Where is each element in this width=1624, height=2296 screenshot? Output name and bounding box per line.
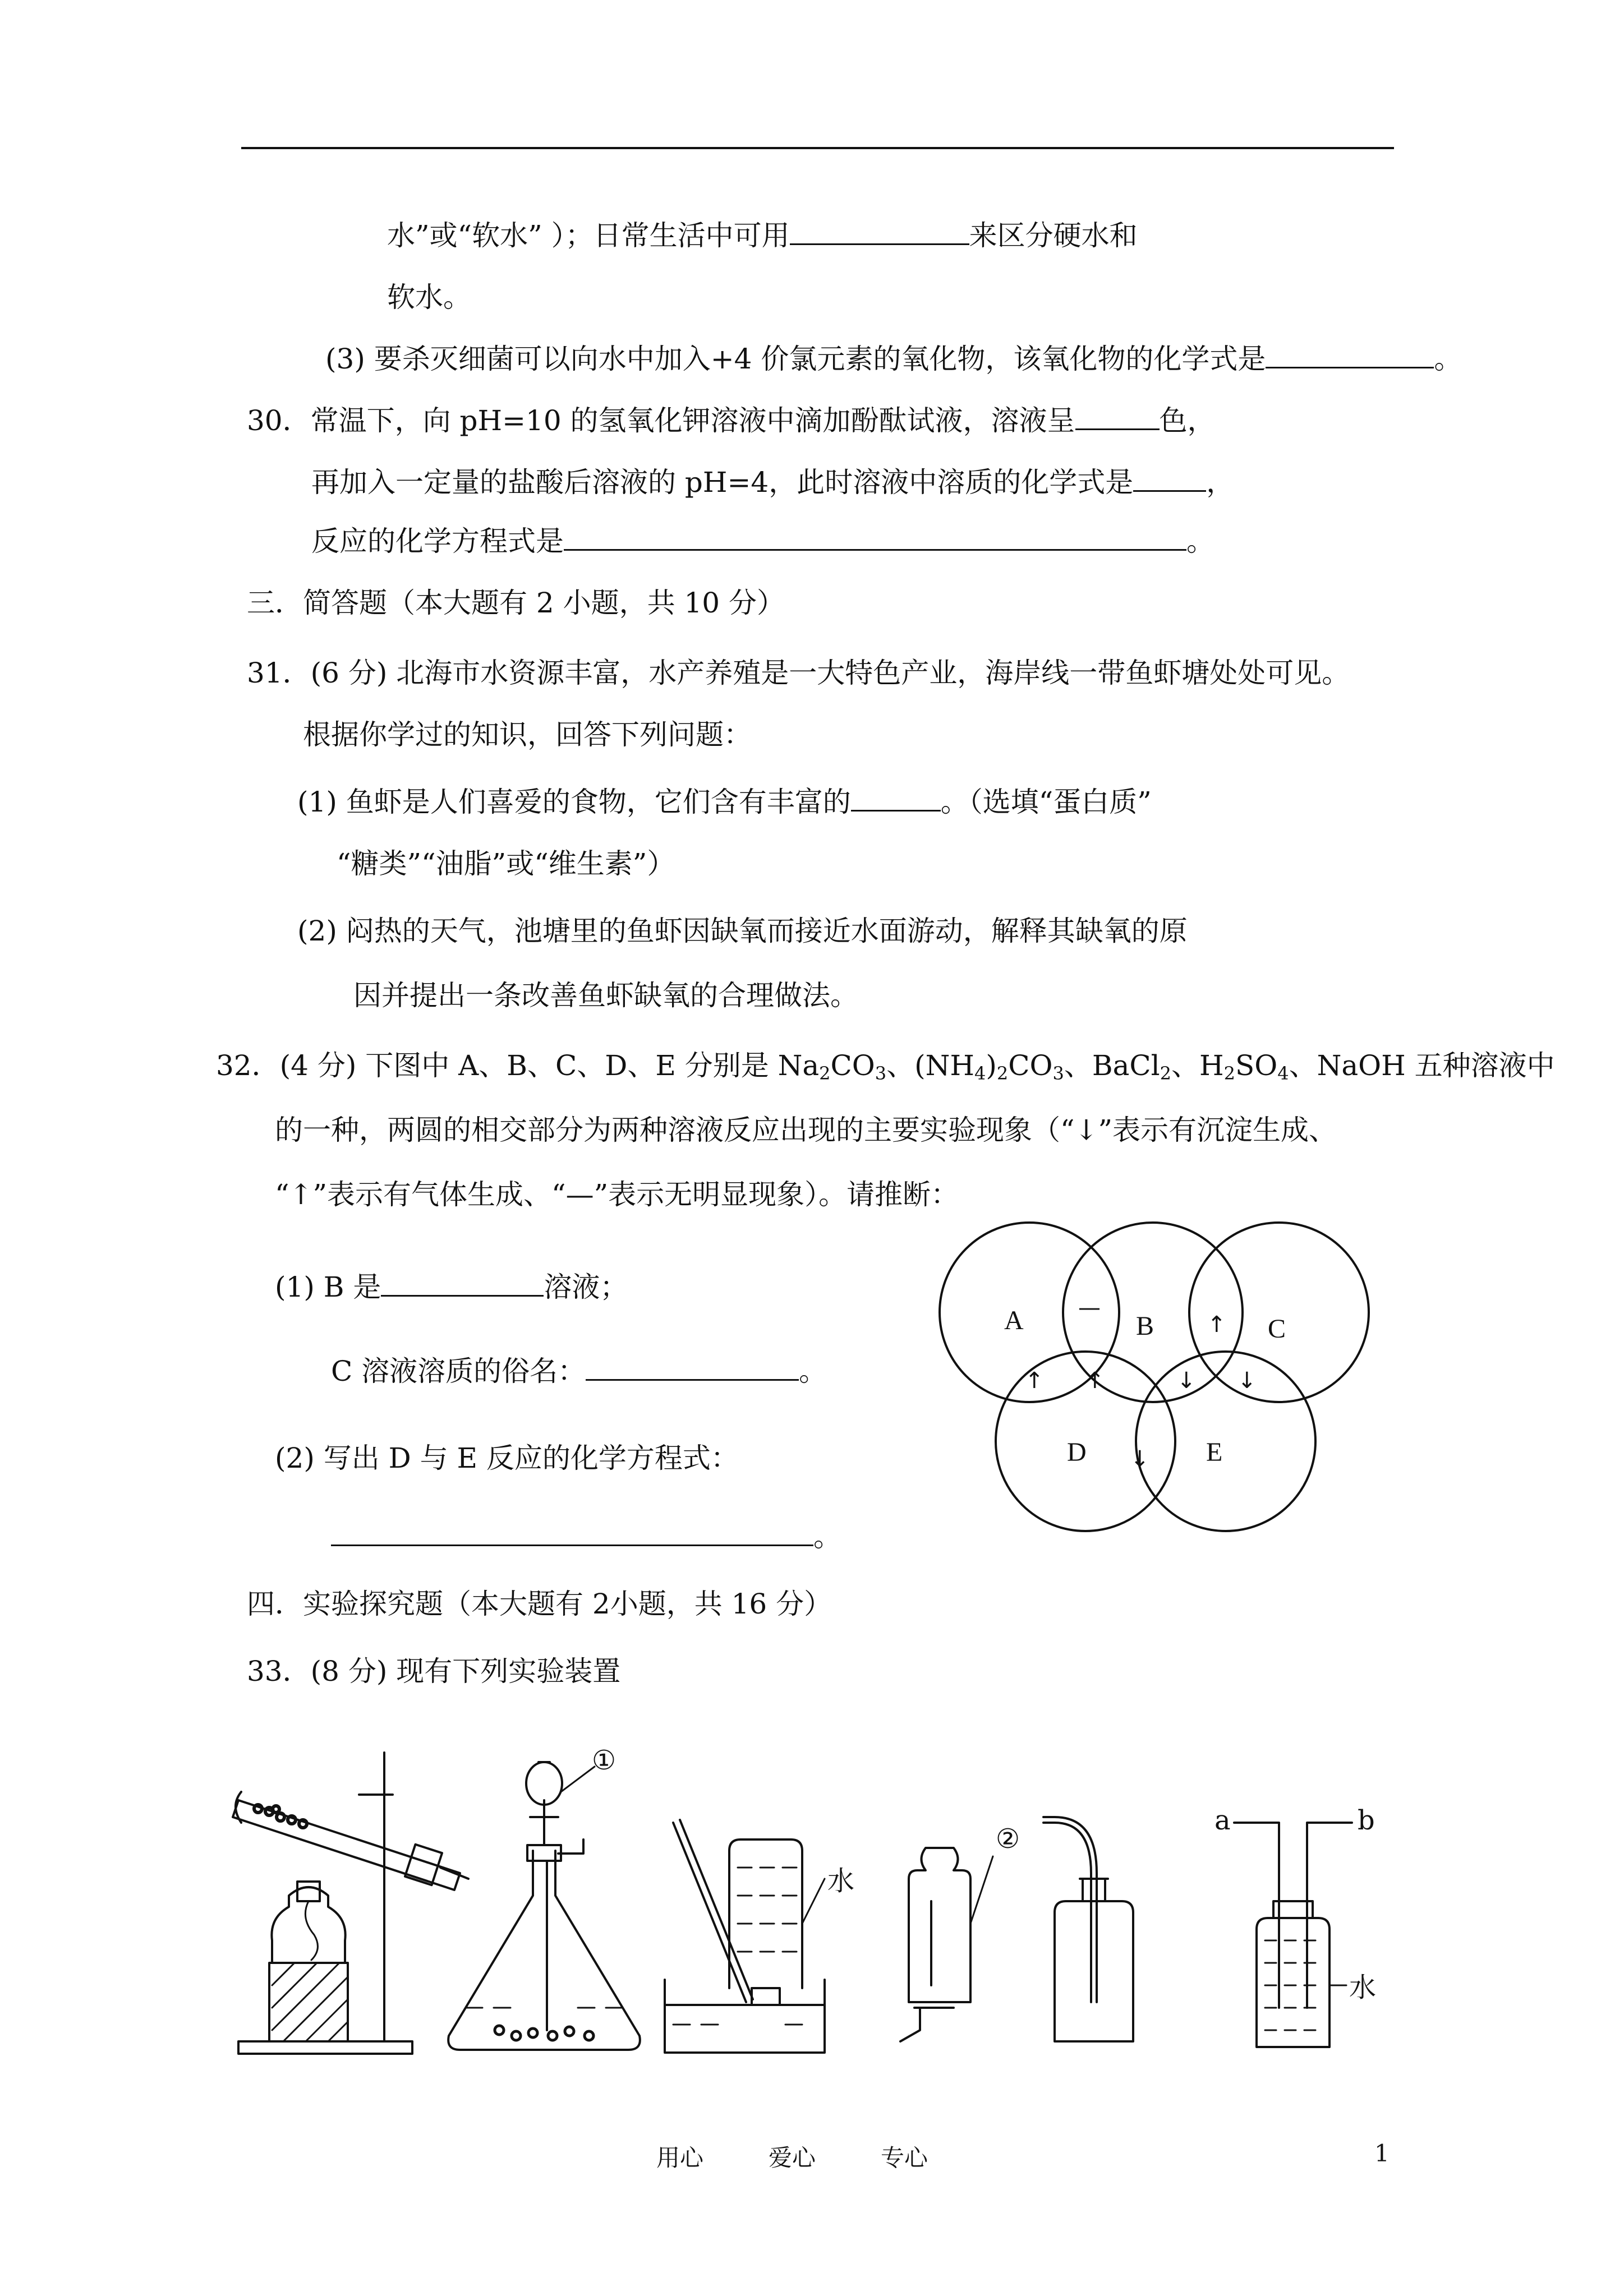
- header-rule: [241, 147, 1394, 149]
- question-30-line-1: [247, 404, 1216, 437]
- symbol-ce: ↓: [1237, 1368, 1257, 1394]
- answer-blank[interactable]: [564, 524, 1186, 551]
- question-31-part-1: [297, 785, 1152, 819]
- label-water-1: 水: [827, 1865, 855, 1897]
- text: 反应的化学方程式是: [311, 525, 564, 557]
- answer-blank[interactable]: [1075, 404, 1160, 430]
- text: 、H: [1171, 1049, 1224, 1082]
- answer-blank[interactable]: [381, 1270, 544, 1297]
- label-e: E: [1206, 1437, 1223, 1467]
- text: 、BaCl: [1064, 1049, 1160, 1082]
- question-31-line-1: [247, 656, 1350, 690]
- answer-blank[interactable]: [1133, 465, 1206, 492]
- text: 来区分硬水和: [969, 219, 1138, 252]
- question-32-part-1: [275, 1270, 628, 1304]
- subscript: 2: [996, 1063, 1009, 1084]
- text: (1) B 是: [275, 1271, 381, 1303]
- text: 、(NH: [886, 1049, 975, 1082]
- answer-blank[interactable]: [331, 1520, 813, 1546]
- circle-e: [1136, 1352, 1315, 1531]
- text: 31．(6 分) 北海市水资源丰富，水产养殖是一大特色产业，海岸线一带鱼虾塘处处可见。: [247, 657, 1350, 689]
- subscript: 4: [1277, 1063, 1289, 1084]
- symbol-ad: ↑: [1025, 1368, 1044, 1394]
- text: 。: [1186, 525, 1214, 557]
- question-29-line-2: [387, 280, 471, 314]
- subscript: 2: [1160, 1063, 1172, 1084]
- label-mark-1: ①: [592, 1745, 617, 1776]
- subscript: 4: [974, 1063, 986, 1084]
- page-number: 1: [1374, 2140, 1390, 2167]
- subscript: 2: [1223, 1063, 1235, 1084]
- label-b-port: b: [1358, 1805, 1375, 1836]
- text: 三．简答题（本大题有 2 小题，共 10 分）: [247, 587, 785, 619]
- text: 溶液；: [544, 1271, 628, 1303]
- answer-blank[interactable]: [586, 1354, 799, 1381]
- question-31-part-1-options: [337, 847, 675, 880]
- text: SO: [1235, 1049, 1278, 1082]
- text: C 溶液溶质的俗名：: [331, 1355, 586, 1387]
- text: 。: [813, 1520, 841, 1553]
- section-3-heading: [247, 586, 785, 620]
- label-a-port: a: [1214, 1805, 1231, 1836]
- question-31-line-2: [303, 718, 752, 751]
- label-c: C: [1268, 1314, 1286, 1344]
- text: 。: [799, 1355, 827, 1387]
- text: 的一种，两圆的相交部分为两种溶液反应出现的主要实验现象（“↓”表示有沉淀生成、: [275, 1114, 1337, 1146]
- question-32-line-3: [275, 1178, 959, 1211]
- answer-blank[interactable]: [1266, 342, 1434, 368]
- label-d: D: [1067, 1437, 1087, 1467]
- text: 。（选填“蛋白质”: [940, 786, 1152, 818]
- question-32-part-1b: [331, 1354, 827, 1388]
- symbol-de: ↓: [1130, 1446, 1149, 1472]
- question-30-line-2: [311, 465, 1234, 499]
- apparatus-figure: [224, 1739, 1402, 2064]
- symbol-be: ↓: [1177, 1368, 1196, 1394]
- question-29-line-1: [387, 219, 1138, 252]
- question-32-part-2-answer: [331, 1520, 841, 1553]
- text: 再加入一定量的盐酸后溶液的 pH=4，此时溶液中溶质的化学式是: [311, 466, 1134, 499]
- subscript: 3: [875, 1063, 887, 1084]
- question-33-line-1: [247, 1654, 620, 1688]
- text: (2) 写出 D 与 E 反应的化学方程式：: [275, 1442, 739, 1474]
- symbol-ab: —: [1078, 1295, 1101, 1321]
- text: 色，: [1159, 404, 1216, 437]
- text: (1) 鱼虾是人们喜爱的食物，它们含有丰富的: [297, 786, 851, 818]
- symbol-bc: ↑: [1207, 1312, 1226, 1338]
- text: 。: [1434, 343, 1462, 375]
- apparatus-wash-bottle: [1234, 1823, 1352, 2047]
- text: 水”或“软水” ）；日常生活中可用: [387, 219, 790, 252]
- venn-diagram: [920, 1217, 1380, 1553]
- answer-blank[interactable]: [851, 785, 941, 812]
- label-water-2: 水: [1349, 1972, 1377, 2003]
- text: (2) 闷热的天气，池塘里的鱼虾因缺氧而接近水面游动，解释其缺氧的原: [297, 915, 1188, 947]
- question-29-part-3: [325, 342, 1462, 376]
- apparatus-heating-setup: [233, 1753, 468, 2054]
- text: ，: [1206, 466, 1235, 499]
- footer-right: 专心: [881, 2144, 928, 2171]
- text: 四．实验探究题（本大题有 2小题，共 16 分）: [247, 1588, 832, 1620]
- text: ): [986, 1049, 997, 1082]
- apparatus-bent-tube-bottle: [1043, 1817, 1133, 2041]
- text: 根据你学过的知识，回答下列问题：: [303, 718, 752, 751]
- symbol-bd: ↑: [1085, 1368, 1105, 1394]
- subscript: 2: [819, 1063, 831, 1084]
- text: 因并提出一条改善鱼虾缺氧的合理做法。: [353, 979, 858, 1012]
- question-31-part-2: [297, 914, 1188, 948]
- label-mark-2: ②: [996, 1823, 1020, 1855]
- text: 、NaOH 五种溶液中: [1289, 1049, 1555, 1082]
- text: “↑”表示有气体生成、“—”表示无明显现象）。请推断：: [275, 1178, 959, 1211]
- text: CO: [830, 1049, 875, 1082]
- footer-left: 用心: [656, 2144, 704, 2171]
- question-31-part-2-cont: [353, 979, 858, 1012]
- label-b: B: [1136, 1311, 1154, 1341]
- question-32-line-2: [275, 1113, 1337, 1147]
- question-30-line-3: [311, 524, 1214, 558]
- subscript: 3: [1052, 1063, 1064, 1084]
- apparatus-flask-funnel: [448, 1762, 640, 2050]
- text: 30．常温下，向 pH=10 的氢氧化钾溶液中滴加酚酞试液，溶液呈: [247, 404, 1075, 437]
- label-a: A: [1004, 1306, 1024, 1335]
- apparatus-gas-bottle: [900, 1848, 993, 2041]
- text: (3) 要杀灭细菌可以向水中加入+4 价氯元素的氧化物，该氧化物的化学式是: [325, 343, 1266, 375]
- text: 软水。: [387, 281, 471, 313]
- answer-blank[interactable]: [790, 219, 969, 245]
- text: “糖类”“油脂”或“维生素”）: [337, 847, 675, 880]
- text: 33．(8 分) 现有下列实验装置: [247, 1655, 621, 1688]
- apparatus-water-collection: [665, 1820, 825, 2053]
- text: 32．(4 分) 下图中 A、B、C、D、E 分别是 Na: [216, 1049, 820, 1082]
- footer-mid: 爱心: [769, 2144, 816, 2171]
- section-4-heading: [247, 1587, 832, 1621]
- question-32-part-2: [275, 1441, 739, 1475]
- text: CO: [1008, 1049, 1053, 1082]
- question-32-line-1: [216, 1049, 1555, 1090]
